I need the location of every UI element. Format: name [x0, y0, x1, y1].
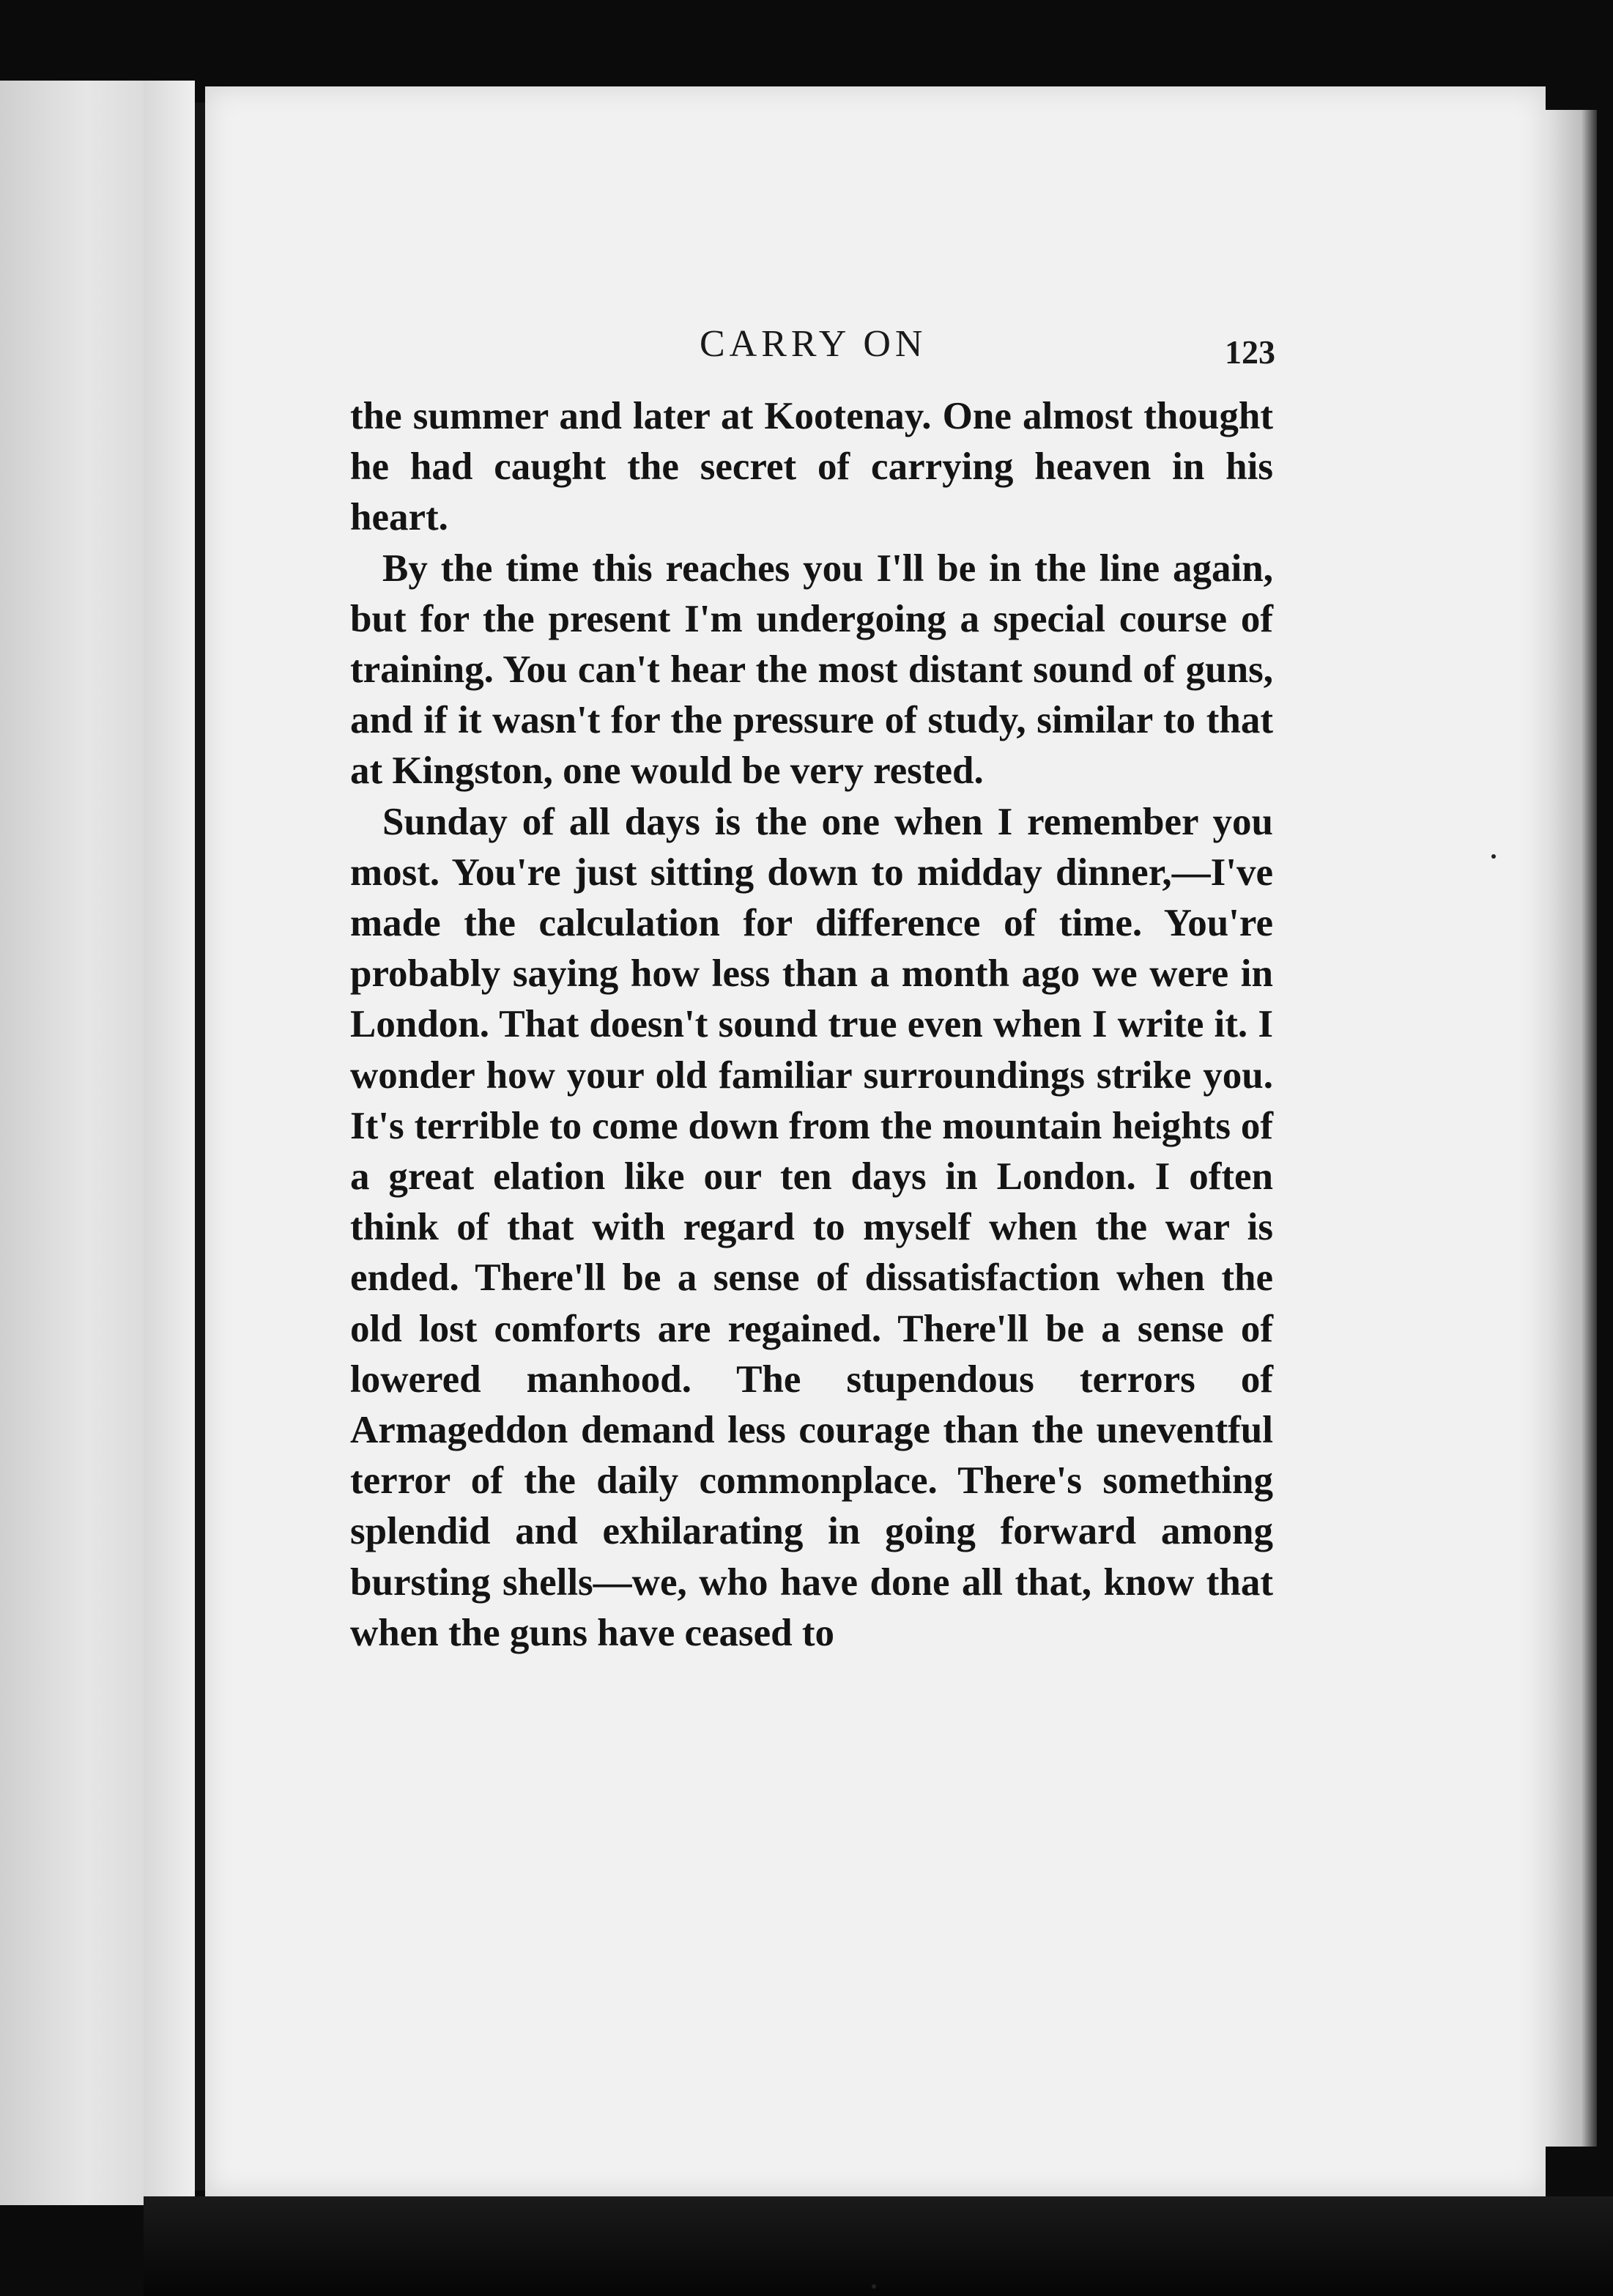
scan-bottom-border: [144, 2196, 1613, 2296]
previous-page-edge: [0, 81, 144, 2205]
body-text: [350, 391, 1273, 1659]
page-edge-shadow: [1546, 110, 1597, 2147]
gutter: [144, 81, 195, 2205]
paragraph-3: Sunday of all days is the one when I remember you most. You're just sitting down to midday dinner,—I've made the calculation for difference of time. You're probably saying how less than a month ago we were in London. That doesn't sound true even when I write it. I wonder how your old familiar surroundings strike you. It's terrible to come down from the mountain heights of a great elation like our ten days in London. I often think of that with regard to myself when the war is ended. There'll be a sense of dissatisfaction when the old lost comforts are regained. There'll be a sense of lowered manhood. The stupendous terrors of Armageddon demand less courage than the uneventful terror of the daily commonplace. There's something splendid and exhilarating in going forward among bursting shells—we, who have done all that, know that when the guns have ceased to: [350, 800, 1273, 1654]
running-head: CARRY ON: [700, 323, 927, 365]
page-number: 123: [1225, 333, 1275, 371]
paragraph-2: By the time this reaches you I'll be in the line again, but for the present I'm undergoing a special course of training. You can't hear the most distant sound of guns, and if it wasn't for the pressure of study, similar to that at Kingston, one would be very rested.: [350, 547, 1273, 793]
paragraph-1: the summer and later at Kootenay. One almost thought he had caught the secret of carrying heaven in his heart.: [350, 395, 1273, 539]
scan-speck: [1491, 854, 1496, 859]
spine-shadow-line: [195, 103, 205, 2191]
scan-speck: [872, 2284, 876, 2289]
